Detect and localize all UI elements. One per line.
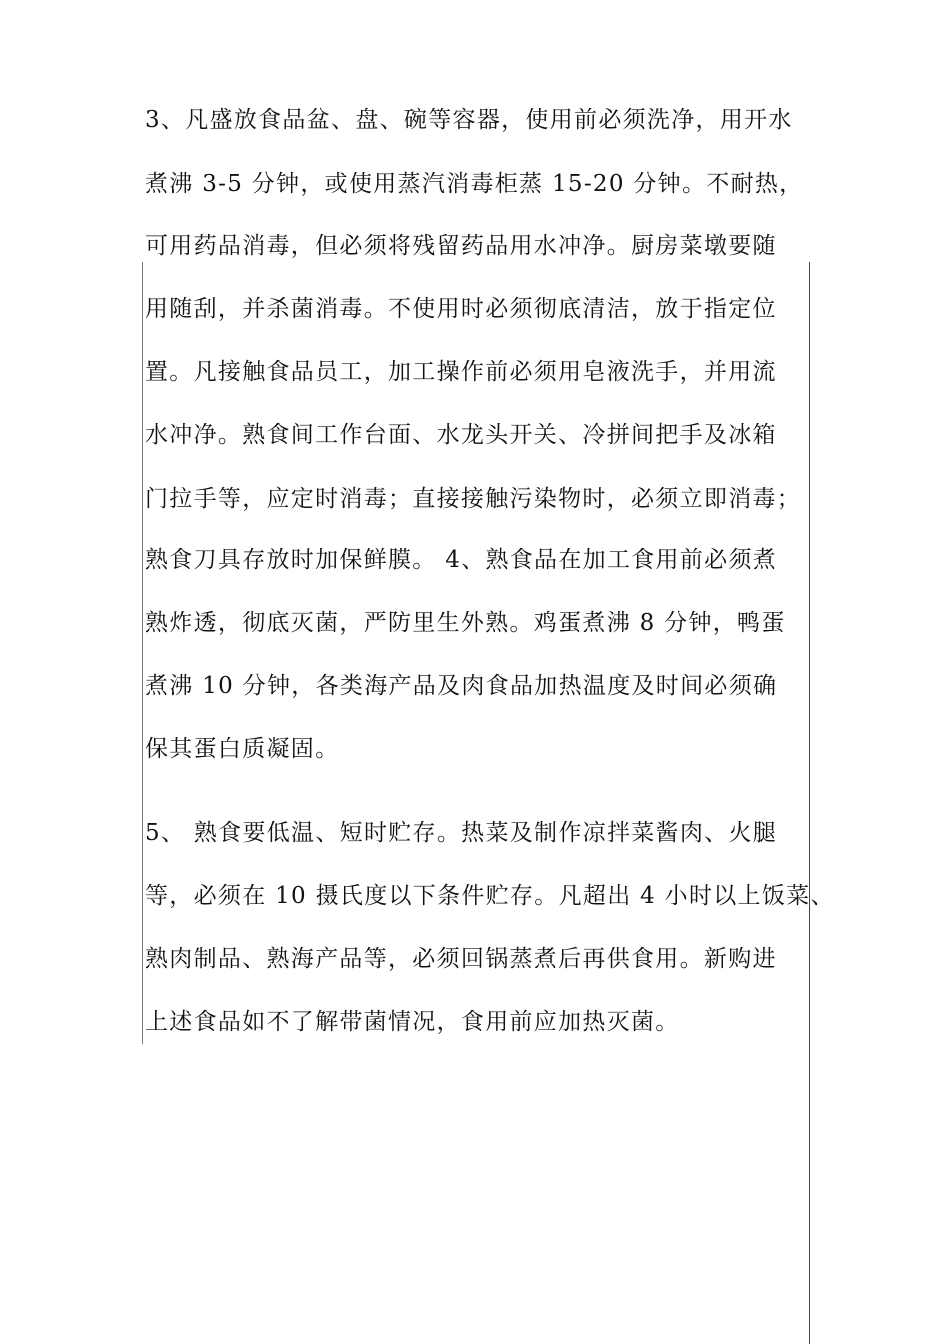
paragraph-5-line-2: 等，必须在 10 摄氏度以下条件贮存。凡超出 4 小时以上饭菜、 xyxy=(145,883,835,909)
paragraph-4-line-3: 保其蛋白质凝固。 xyxy=(145,736,340,762)
paragraph-3-line-7: 门拉手等，应定时消毒；直接接触污染物时，必须立即消毒； xyxy=(145,486,802,512)
paragraph-5-line-1: 5、 熟食要低温、短时贮存。热菜及制作凉拌菜酱肉、火腿 xyxy=(145,820,778,846)
paragraph-3-line-6: 水冲净。熟食间工作台面、水龙头开关、冷拼间把手及冰箱 xyxy=(145,422,777,448)
paragraph-3-line-2: 煮沸 3-5 分钟，或使用蒸汽消毒柜蒸 15-20 分钟。不耐热， xyxy=(145,171,804,197)
paragraph-5-line-4: 上述食品如不了解带菌情况，食用前应加热灭菌。 xyxy=(145,1009,680,1035)
paragraph-4-line-2: 煮沸 10 分钟，各类海产品及肉食品加热温度及时间必须确 xyxy=(145,673,778,699)
paragraph-4-line-1: 熟炸透，彻底灭菌，严防里生外熟。鸡蛋煮沸 8 分钟，鸭蛋 xyxy=(145,610,786,636)
left-border-line xyxy=(142,262,143,1044)
right-border-line xyxy=(809,262,810,1344)
paragraph-5-line-3: 熟肉制品、熟海产品等，必须回锅蒸煮后再供食用。新购进 xyxy=(145,946,777,972)
paragraph-3-line-3: 可用药品消毒，但必须将残留药品用水冲净。厨房菜墩要随 xyxy=(145,233,777,259)
paragraph-3-line-5: 置。凡接触食品员工，加工操作前必须用皂液洗手，并用流 xyxy=(145,359,777,385)
paragraph-3-line-4: 用随刮，并杀菌消毒。不使用时必须彻底清洁，放于指定位 xyxy=(145,296,777,322)
paragraph-3-line-1: 3、凡盛放食品盆、盘、碗等容器，使用前必须洗净，用开水 xyxy=(145,107,793,133)
paragraph-3-line-8: 熟食刀具存放时加保鲜膜。 4、熟食品在加工食用前必须煮 xyxy=(145,547,778,573)
